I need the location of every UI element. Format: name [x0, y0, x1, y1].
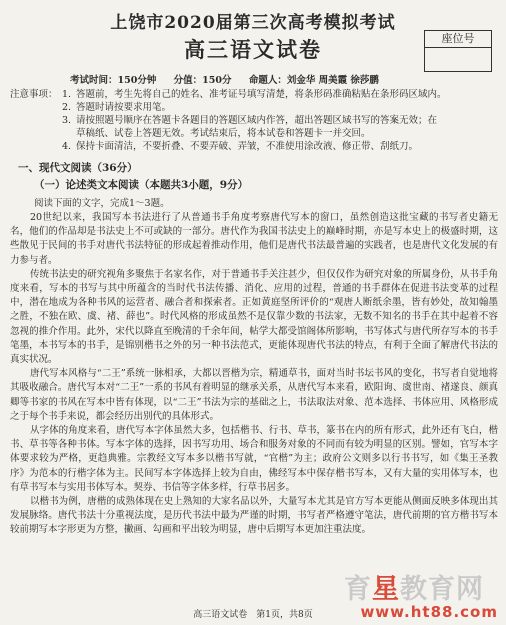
watermark-logo-text: 育星教育网	[344, 574, 484, 605]
page-footer: 高三语文试卷 第1页，共8页	[193, 610, 313, 620]
subsection-heading: （一）论述类文本阅读（本题共3小题，9分）	[34, 179, 249, 191]
notes-label: 注意事项：	[10, 89, 58, 100]
exam-authors: 命题人：刘金华 周美霞 徐莎鹏	[248, 75, 379, 86]
exam-time: 考试时间：150分钟	[70, 75, 157, 86]
seat-number-box[interactable]	[424, 30, 492, 72]
seat-number-label: 座位号	[425, 31, 491, 48]
passage-paragraph: 传统书法史的研究视角多聚焦于名家名作，对于普通书手关注甚少，但仅仅作为研究对象的所属身份，从书手角度来看，写本的书写与其中所蕴含的当时代书法传播、消化、应用的过程，普通的书手群体在促进书法变革的过程中，潜在地成为各种书风的运营者、融合者和探索者。正如黄庭坚所评价的“观唐人断纸余墨，皆有妙处，故知翰墨之胜，不独在欧、虞、褚、薛也”。时代风格的形成虽然不是仅靠少数的书法家，无数不知名的书手在其中起着不容忽视的推介作用。此外，宋代以降直至晚清的千余年间，帖学大都受馆阁体所影响，书写体式与唐代所存写本的书手笔墨，本书写本的书手，是锦别楷书之外的另一种书法范式，更能体现唐代书法的特点，有利于全面了解唐代书法的真实状况。	[10, 268, 498, 366]
exam-score: 分值：150分	[173, 75, 232, 86]
note-text-continued: 草稿纸、试卷上答题无效。考试结束后，将本试卷和答题卡一并交回。	[76, 128, 371, 139]
exam-title: 上饶市2020届第三次高考模拟考试	[110, 13, 396, 33]
section-heading: 一、现代文阅读（36分）	[18, 162, 138, 174]
passage-paragraph: 从字体的角度来看，唐代写本字体虽然大多，包括楷书、行书、草书，篆书在内的所有形式，此外还有飞白，楷书、草书等各种书体。写本字体的选择，因书写功用、场合和服务对象的不同而有较为明显的区别。譬如，官写本字体要求较为严格，更趋典雅。宗教经文写本多以楷书写就，“官楷”为主；政府公文则多以行书书写，如《集王圣教序》为范本的行楷字体为主。民间写本字体选择上较为自由，佛经写本中保存楷书写本，又有大量的实用体写本，也有草书写本与实用书体写本。契券、书信等字体多样，行草书居多。	[10, 425, 498, 493]
exam-notes	[10, 88, 500, 153]
paper-title: 高三语文试卷	[184, 37, 322, 62]
note-number: 3.	[62, 115, 72, 126]
note-text: 请按照题号顺序在答题卡各题目的答题区域内作答，超出答题区域书写的答案无效；在	[76, 115, 438, 126]
note-text: 答题时请按要求用笔。	[76, 102, 172, 113]
note-number: 4.	[62, 141, 72, 152]
exam-meta	[70, 72, 393, 86]
note-text: 答题前，考生先将自己的姓名、准考证号填写清楚，将条形码准确粘贴在条形码区域内。	[76, 89, 447, 100]
passage-paragraph: 唐代写本风格与“二王”系统一脉相承，大都以晋楷为宗，精通草书，面对当时书坛书风的变化，书写者自觉地将其吸收融合。唐代写本对“二王”一系的书风有着明显的继承关系，从唐代写本来看，欧阳询、虞世南、褚遂良、颜真卿等书家的书风在写本中皆有体现，以“二王”书法为宗的基础之上，书法取法对象、范本选择、书体应用、风格形成之于每个书手来说，都会经历出别代的具体形式。	[10, 368, 498, 422]
note-number: 2.	[62, 102, 72, 113]
note-number: 1.	[62, 89, 72, 100]
passage-paragraph: 20世纪以来，我国写本书法进行了从普通书手角度考察唐代写本的窗口，虽然创造这批宝藏的书写者史籍无名，他们的作品却是书法史上不可或缺的一部分。唐代作为我国书法史上的巅峰时期，亦是写本史上的极盛时期，这些散见于民间的书手对唐代书法特征的形成起着推动作用，他们是唐代书法最普遍的实践者，也是唐代文化发展的有力参与者。	[10, 212, 498, 266]
passage-paragraph: 以楷书为例，唐楷的成熟体现在史上熟知的大家名品以外，大量写本尤其是官方写本更能从侧面反映多体现出其发展脉络。唐代书法十分重视法度，是历代书法中最为严谨的时期，书写者严格遵守笔法，唐代前期的官方楷书写本较前期写本字形更为方整，撇画、勾画和平出较为明显，唐中后期写本更加注重法度。	[10, 496, 498, 536]
note-text: 保持卡面清洁，不要折叠、不要弄破、弄皱，不准使用涂改液、修正带、刮纸刀。	[76, 141, 419, 152]
reading-instruction: 阅读下面的文字，完成1～3题。	[34, 198, 170, 209]
site-watermark	[344, 576, 504, 622]
passage-body	[10, 211, 498, 538]
watermark-url: www.ht88.com	[360, 603, 498, 621]
